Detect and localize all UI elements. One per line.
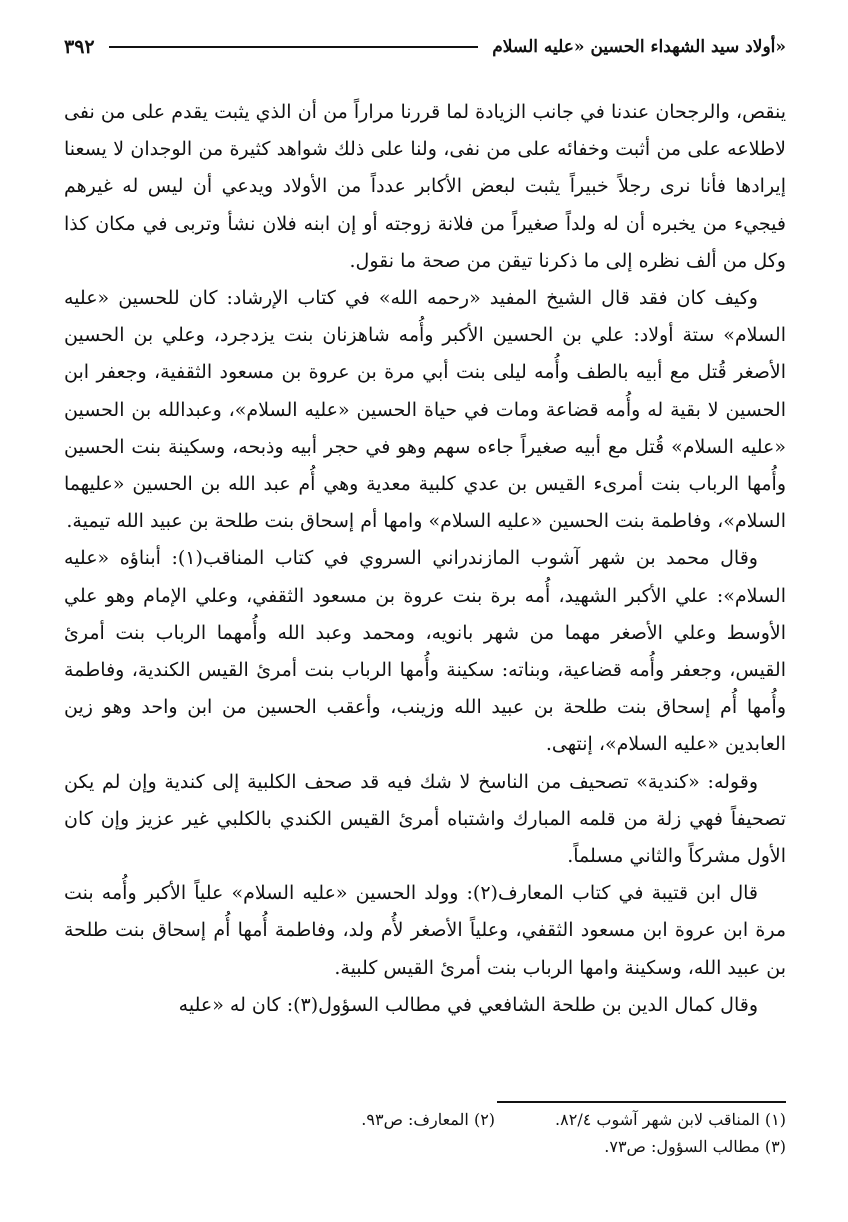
paragraph: وقال كمال الدين بن طلحة الشافعي في مطالب السؤول(٣): كان له «عليه — [178, 993, 758, 1016]
paragraph: وقال محمد بن شهر آشوب المازندراني السروي في كتاب المناقب(١): أبناؤه «عليه السلام»: علي الأكبر الشهيد، أُمه برة بنت عروة بن مسعود الثقفي، وعلي الإمام وهو علي الأوسط وعلي الأصغر مهما من شهر بانويه، ومحمد وعبد الله وأُمهما الرباب بنت أمرئ القيس، وجعفر وأُمه قضاعية، وبناته: سكينة وأُمها الرباب بنت أمرئ القيس الكندية، وفاطمة وأُمها أُم إسحاق بنت طلحة بن عبيد الله وزينب، وأعقب الحسين من ابن واحد وهو زين العابدين «عليه السلام»، إنتهى. — [64, 547, 786, 756]
paragraph: قال ابن قتيبة في كتاب المعارف(٢): وولد الحسين «عليه السلام» علياً الأكبر وأُمه بنت مرة ابن عروة ابن مسعود الثقفي، وعلياً الأصغر لأُم ولد، وفاطمة أُمها أُم إسحاق بنت طلحة بن عبيد الله، وسكينة وامها الرباب بنت أمرئ القيس كلبية. — [64, 882, 786, 979]
running-title: أولاد سيد الشهداء الحسين «عليه السلام» — [492, 37, 786, 57]
footnote-separator — [497, 1101, 786, 1103]
page-number: ٣٩٢ — [64, 36, 95, 58]
footnote-1: (١) المناقب لابن شهر آشوب ٨٢/٤. — [555, 1110, 786, 1129]
body-text — [64, 94, 786, 1024]
footnote-line — [64, 1106, 786, 1133]
footnote-2: (٢) المعارف: ص٩٣. — [361, 1110, 496, 1129]
page-header — [64, 30, 786, 64]
paragraph: وكيف كان فقد قال الشيخ المفيد «رحمه الله» في كتاب الإرشاد: كان للحسين «عليه السلام» ستة أولاد: علي بن الحسين الأكبر وأُمه شاهزنان بنت يزدجرد، وعلي بن الحسين الأصغر قُتل مع أبيه بالطف وأُمه ليلى بنت أبي مرة بن عروة بن مسعود الثقفية، وجعفر ابن الحسين لا بقية له وأُمه قضاعة ومات في حياة الحسين «عليه السلام»، وعبدالله بن الحسين «عليه السلام» قُتل مع أبيه صغيراً جاءه سهم وهو في حجر أبيه وذبحه، وسكينة بنت الحسين وأُمها الرباب بنت أمرىء القيس بن عدي كلبية معدية وهي أُم عبد الله بن الحسين «عليهما السلام»، وفاطمة بنت الحسين «عليه السلام» وامها أم إسحاق بنت طلحة بن عبيد الله تيمية. — [64, 287, 786, 533]
paragraph: وقوله: «كندية» تصحيف من الناسخ لا شك فيه قد صحف الكلبية إلى كندية وإن لم يكن تصحيفاً فهي زلة من قلمه المبارك واشتباه أمرئ القيس الكندي بالكلبي غير عزيز وإن كان الأول مشركاً والثاني مسلماً. — [64, 770, 786, 868]
footnotes — [64, 1106, 786, 1160]
footnote-line — [64, 1133, 786, 1160]
footnote-3: (٣) مطالب السؤول: ص٧٣. — [604, 1137, 786, 1156]
header-rule — [109, 46, 479, 48]
paragraph: ينقص، والرجحان عندنا في جانب الزيادة لما قررنا مراراً من أن الذي يثبت يقدم على من نفى لاطلاعه على من أثبت وخفائه على من نفى، ولنا على ذلك شواهد كثيرة من الوجدان لا يسعنا إيرادها فأنا نرى رجلاً خبيراً يثبت لبعض الأكابر عدداً من الأولاد ويدعي أن ليس له غيرهم فيجيء من يخبره أن له ولداً صغيراً من فلانة زوجته أو إن ابنه فلان نشأ وتربى في مكان كذا وكل من ألف نظره إلى ما ذكرنا تيقن من صحة ما نقول. — [64, 101, 786, 272]
